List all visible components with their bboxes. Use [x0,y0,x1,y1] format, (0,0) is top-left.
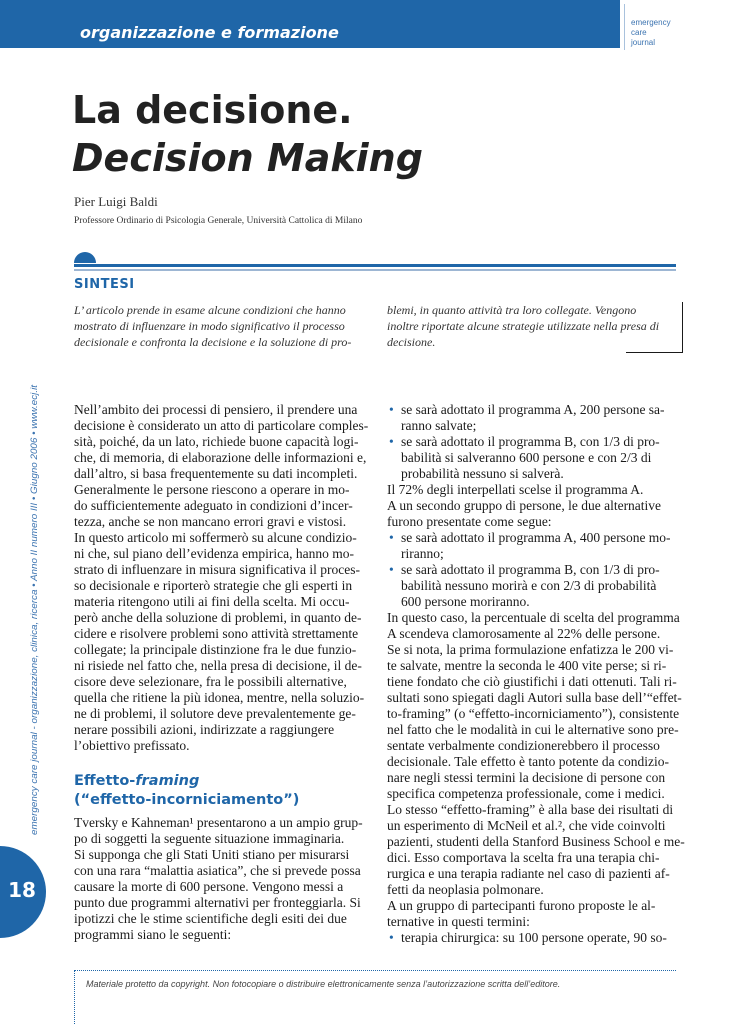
body-line [74,578,364,594]
copyright-notice: Materiale protetto da copyright. Non fotocopiare o distribuire elettronicamente senza l’autorizzazione scritta dell’editore. [86,979,561,989]
spacer [74,754,364,772]
line-text: sentate verbalmente condizionerebbero il processo [387,738,660,753]
line-text: do sufficientemente adeguato in condizioni d’incer- [74,498,353,513]
line-text: te salvate, mentre la seconda le 400 vite perse; si ri- [387,658,667,673]
body-line [74,450,367,466]
line-text: ipotizzi che le stime scientifiche degli esiti dei due [74,911,347,926]
body-line [74,847,364,863]
body-line [387,754,677,770]
line-text: ne di problemi, il solutore deve prevalentemente ge- [74,706,356,721]
page-number: 18 [8,878,36,902]
body-line [387,658,677,674]
running-sidebar-text: emergency care journal - organizzazione, clinica, ricerca • Anno II numero III • Giugno 2006 • www.ecj.it [29,396,40,835]
body-line [387,882,677,898]
line-text: A un gruppo di partecipanti furono proposte le al- [387,898,656,913]
body-line [74,418,369,434]
divider-rule [74,264,676,267]
body-line [387,690,682,706]
divider-rule-secondary [74,269,676,271]
body-line [387,450,677,466]
line-text: Lo stesso “effetto-framing” è alla base dei risultati di [387,802,674,817]
line-text: specifica competenza professionale, come i medici. [387,786,665,801]
body-line [74,722,364,738]
line-text: to-framing” (o “effetto-incorniciamento”), consistente [387,706,680,721]
bullet-icon: • [389,930,394,945]
body-line [74,466,364,482]
line-text: riranno; [401,546,444,561]
line-text: In questo caso, la percentuale di scelta del programma [387,610,680,625]
body-line [387,770,677,786]
line-text: cidere e risolvere problemi sono attività strettamente [74,626,359,641]
body-line [74,911,364,927]
body-line [74,879,364,895]
abstract-line: blemi, in quanto attività tra loro collegate. Vengono [387,303,637,317]
body-line [387,578,677,594]
article-title-english: Decision Making [72,136,423,180]
journal-brand-line-3: journal [631,38,656,47]
body-line [387,914,677,930]
line-text: sultati sono spiegati dagli Autori sulla base dell’“effet- [387,690,682,705]
line-text: A scendeva clamorosamente al 22% delle persone. [387,626,661,641]
line-text: po di soggetti la seguente situazione immaginaria. [74,831,345,846]
body-line [387,562,677,578]
footer-rule [74,970,676,971]
body-line [74,402,364,418]
line-text: probabilità nessuno si salverà. [401,466,564,481]
body-line [387,738,677,754]
body-line [387,434,677,450]
body-line [387,818,677,834]
body-line [387,594,677,610]
line-text: se sarà adottato il programma A, 200 persone sa- [401,402,665,417]
line-text: nel fatto che le modalità in cui le alternative sono pre- [387,722,679,737]
abstract-bracket-horizontal [626,352,683,353]
body-line [387,866,677,882]
body-line [74,738,364,754]
running-sidebar [24,380,42,840]
line-text: decisione è considerato un atto di particolare comples- [74,418,369,433]
body-line [387,786,677,802]
abstract-line: decisione. [387,335,436,349]
body-line [387,546,677,562]
body-line [387,722,677,738]
body-line [74,895,364,911]
journal-brand-line-2: care [631,28,647,37]
body-line [387,930,677,946]
author-name: Pier Luigi Baldi [74,194,158,209]
line-text: babilità nessuno morirà e con 2/3 di probabilità [401,578,657,593]
body-line [74,927,364,943]
bullet-icon: • [389,434,394,449]
body-line [74,626,364,642]
line-text: decisionale. Tale effetto è tanto potente da condizio- [387,754,669,769]
line-text: fetti da neoplasia polmonare. [387,882,544,897]
line-text: furono presentate come segue: [387,514,552,529]
line-text: Se si nota, la prima formulazione enfatizza le 200 vi- [387,642,674,657]
line-text: strato di influenzare in misura significativa il proces- [74,562,361,577]
body-line [74,482,364,498]
line-text: però anche della soluzione di problemi, in quanto de- [74,610,362,625]
line-text: Tversky e Kahneman¹ presentarono a un ampio grup- [74,815,363,830]
line-text: collegate; la principale distinzione fra le due funzio- [74,642,357,657]
body-line [387,402,677,418]
line-text: ni risiede nel fatto che, nella presa di decisione, il de- [74,658,362,673]
body-line [74,610,364,626]
body-line [74,642,364,658]
line-text: ranno salvate; [401,418,477,433]
body-line [387,898,677,914]
bullet-icon: • [389,562,394,577]
body-line [74,514,364,530]
body-line [74,546,364,562]
body-line [74,815,364,831]
line-text: nerare possibili azioni, indirizzate a raggiungere [74,722,335,737]
line-text: programmi siano le seguenti: [74,927,232,942]
body-line [387,706,680,722]
line-text: 600 persone moriranno. [401,594,530,609]
body-line [387,626,677,642]
line-text: sità, poiché, da un lato, richiede buone capacità logi- [74,434,359,449]
body-line [74,863,364,879]
line-text: Nell’ambito dei processi di pensiero, il prendere una [74,402,358,417]
footer-rule-vertical [74,970,75,1024]
line-text: con una rara “malattia asiatica”, che si prevede possa [74,863,361,878]
section-label: organizzazione e formazione [80,23,339,42]
subheading-italic: framing [135,773,200,789]
line-text: punto due programmi alternativi per fronteggiarla. Si [74,895,361,910]
body-line [387,802,677,818]
bullet-icon: • [389,402,394,417]
body-line [387,514,677,530]
line-text: che, di memoria, di elaborazione delle informazioni e, [74,450,367,465]
section-marker-icon [74,252,96,263]
line-text: terapia chirurgica: su 100 persone operate, 90 so- [401,930,667,945]
abstract-line: inoltre riportate alcune strategie utilizzate nella presa di [387,319,660,333]
body-line [387,482,677,498]
body-line [387,834,685,850]
line-text: causare la morte di 600 persone. Vengono messi a [74,879,344,894]
body-line [387,530,677,546]
author-affiliation: Professore Ordinario di Psicologia Generale, Università Cattolica di Milano [74,216,363,226]
body-line [387,850,677,866]
line-text: A un secondo gruppo di persone, le due alternative [387,498,662,513]
abstract-heading: SINTESI [74,277,135,292]
body-line [74,706,364,722]
line-text: tiene fondato che ciò giustifichi i dati ottenuti. Tali ri- [387,674,677,689]
abstract-line: decisionale e confronta la decisione e la soluzione di pro- [74,335,352,349]
abstract-left-column [74,302,364,350]
body-left-column [74,402,369,943]
subheading-text: Effetto- [74,773,136,789]
line-text: tezza, anche se non mancano errori gravi e vistosi. [74,514,347,529]
body-line [387,642,677,658]
line-text: so decisionale e riporterò strategie che gli esperti in [74,578,353,593]
line-text: materia ritengono utili ai fini della scelta. Mi occu- [74,594,350,609]
body-line [74,530,364,546]
bullet-icon: • [389,530,394,545]
body-line [74,690,364,706]
line-text: un esperimento di McNeil et al.², che vide coinvolti [387,818,666,833]
body-line [387,610,680,626]
subheading [74,772,364,791]
line-text: se sarà adottato il programma A, 400 persone mo- [401,530,671,545]
line-text: dici. Esso comportava la scelta fra una terapia chi- [387,850,660,865]
line-text: ternative in questi termini: [387,914,530,929]
line-text: quella che ritiene la più idonea, mentre, nella soluzio- [74,690,365,705]
abstract-line: mostrato di influenzare in modo significativo il processo [74,319,345,333]
line-text: Generalmente le persone riescono a operare in mo- [74,482,350,497]
body-line [387,498,677,514]
body-line [74,831,364,847]
line-text: In questo articolo mi soffermerò su alcune condizio- [74,530,357,545]
line-text: nare negli stessi termini la decisione di persone con [387,770,666,785]
body-line [387,674,677,690]
line-text: dall’altro, si basa frequentemente su dati incompleti. [74,466,358,481]
line-text: cisore deve selezionare, fra le possibili alternative, [74,674,347,689]
body-line [74,498,364,514]
journal-brand [624,4,687,50]
line-text: babilità si salveranno 600 persone e con 2/3 di [401,450,652,465]
abstract-bracket-vertical [682,302,683,352]
article-title: La decisione. [72,88,353,132]
body-line [74,658,364,674]
body-line [74,674,364,690]
body-line [74,562,364,578]
body-line [387,466,677,482]
body-line [74,434,364,450]
line-text: rurgica e una terapia radiante nel caso di pazienti af- [387,866,670,881]
body-line [74,594,364,610]
body-right-column [387,402,685,946]
line-text: pazienti, studenti della Stanford Business School e me- [387,834,685,849]
line-text: se sarà adottato il programma B, con 1/3 di pro- [401,434,660,449]
line-text: Si supponga che gli Stati Uniti stiano per misurarsi [74,847,350,862]
line-text: ni che, sul piano dell’evidenza empirica, hanno mo- [74,546,355,561]
body-line [387,418,677,434]
line-text: se sarà adottato il programma B, con 1/3 di pro- [401,562,660,577]
abstract-line: L’ articolo prende in esame alcune condizioni che hanno [74,303,346,317]
subheading-line-2: (“effetto-incorniciamento”) [74,792,300,808]
line-text: Il 72% degli interpellati scelse il programma A. [387,482,644,497]
line-text: l’obiettivo prefissato. [74,738,190,753]
abstract-right-column [387,302,677,350]
journal-brand-line-1: emergency [631,18,671,27]
